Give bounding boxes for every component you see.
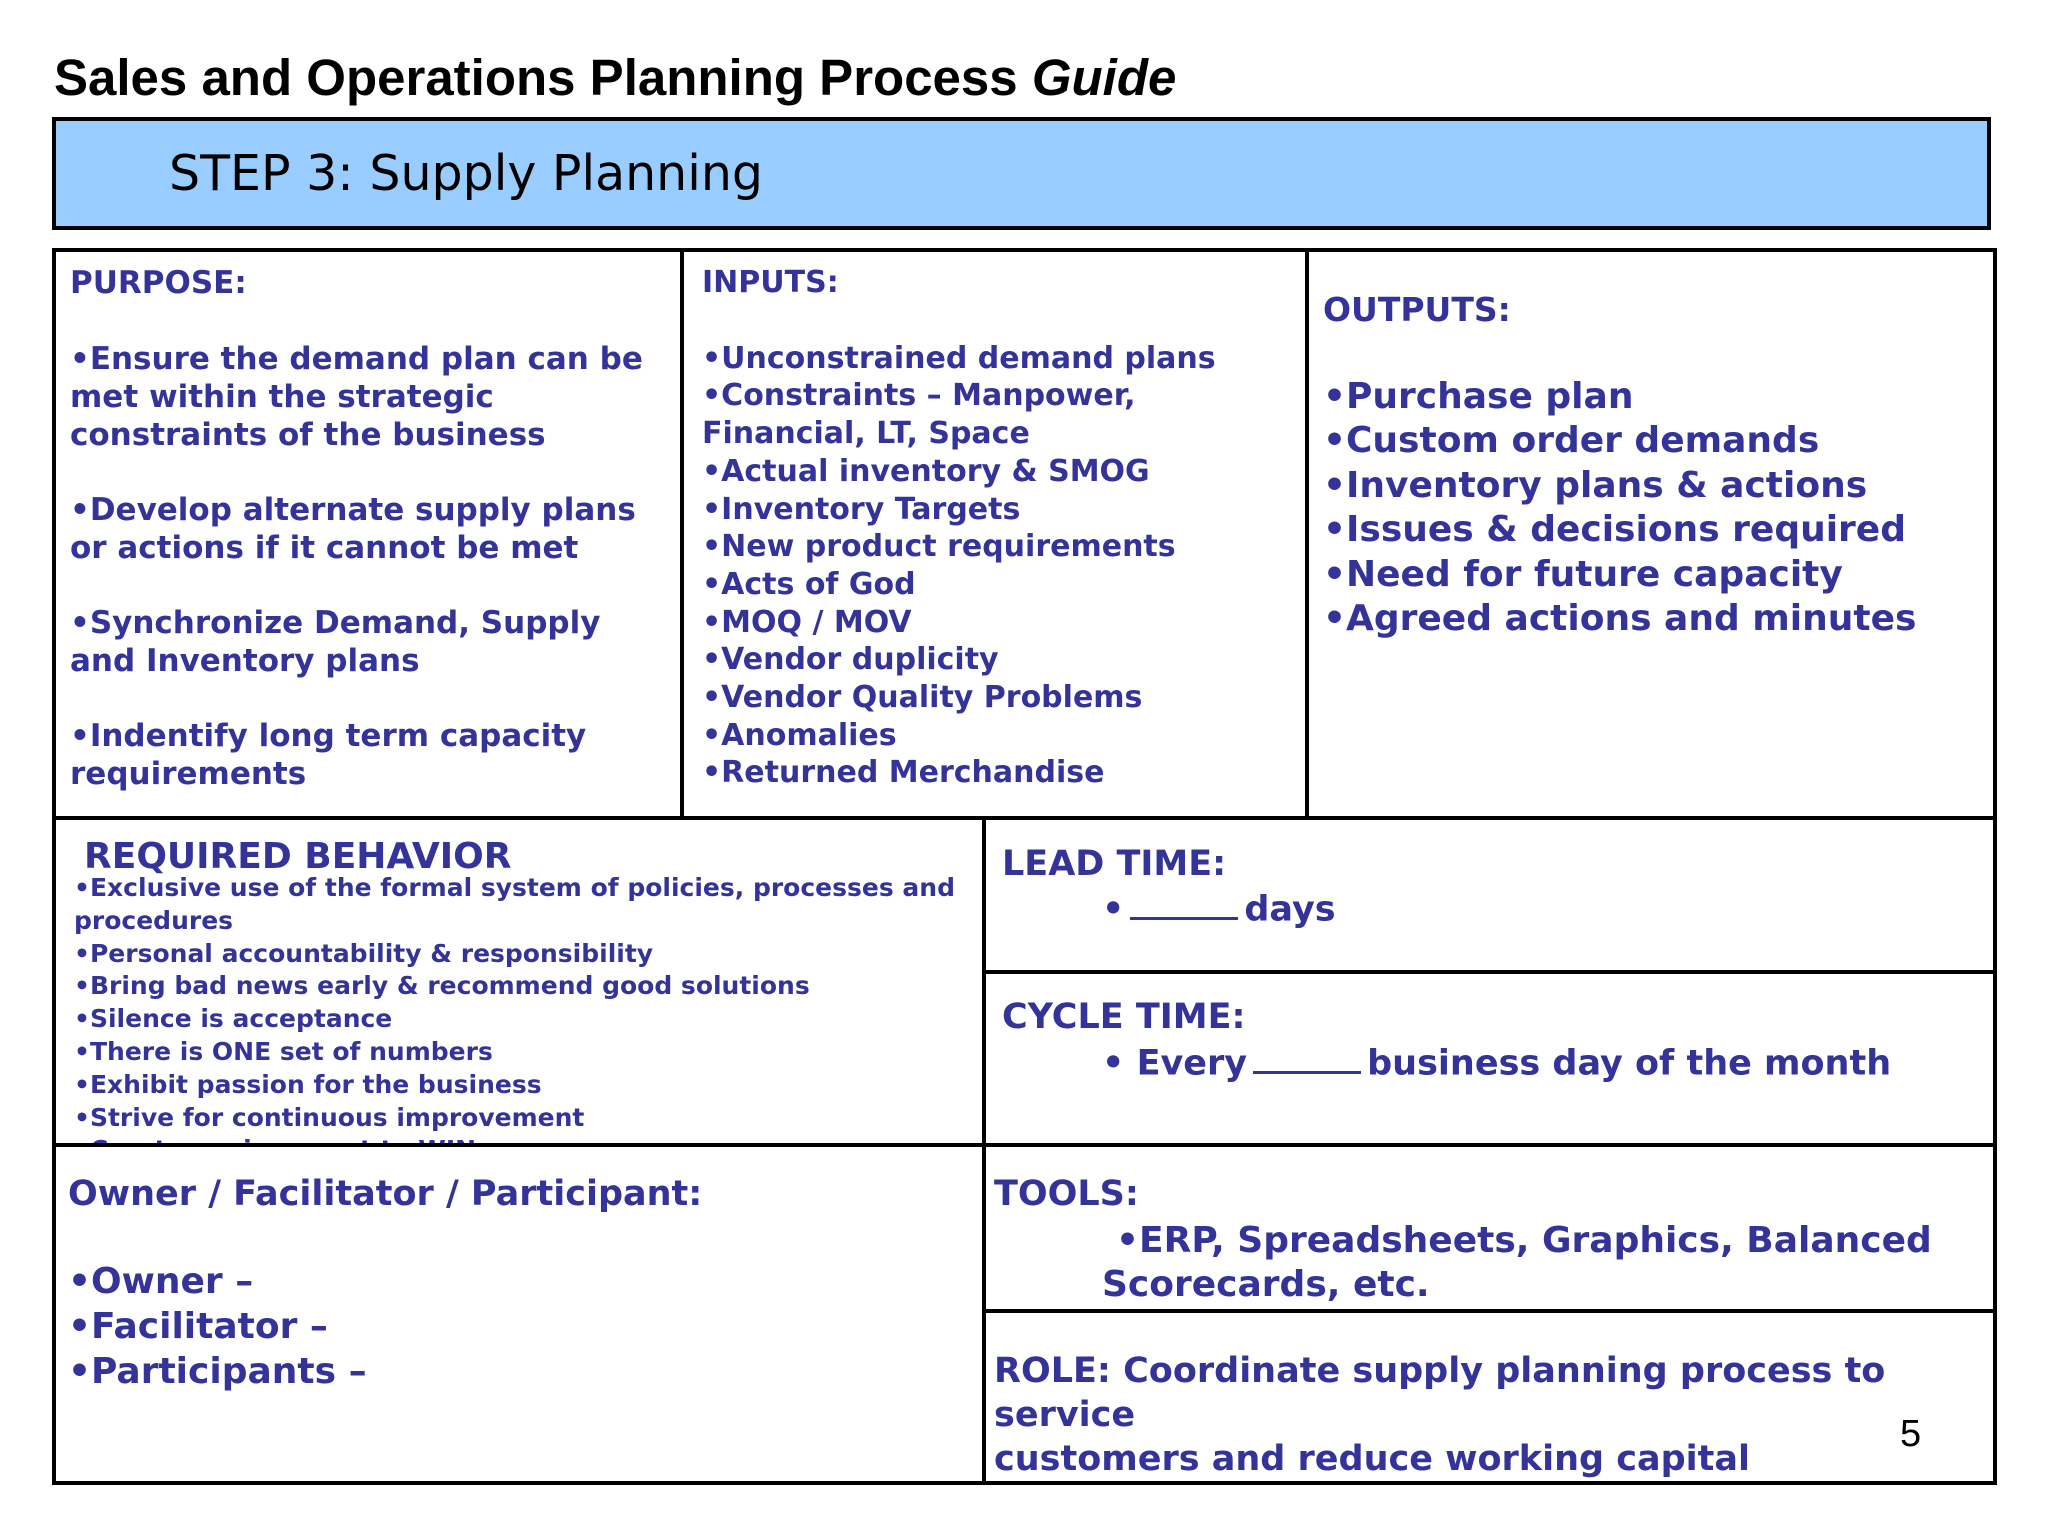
page-number: 5 [1900, 1413, 1922, 1455]
behavior-item: •Exhibit passion for the business [74, 1069, 542, 1099]
outputs-item: •Need for future capacity [1323, 553, 1843, 595]
cycle-time-bullet: • [1102, 1043, 1125, 1084]
step-banner [52, 117, 1991, 230]
purpose-item: •Synchronize Demand, Supply and Inventory plans [70, 605, 601, 679]
inputs-item: •Returned Merchandise [702, 755, 1105, 791]
tools-heading: TOOLS: [994, 1174, 1139, 1214]
lead-time-bullet: • [1102, 889, 1125, 930]
role-line: customers and reduce working capital [994, 1439, 1751, 1479]
outputs-section [1305, 248, 1997, 820]
inputs-item: •New product requirements [702, 529, 1176, 565]
owner-item: •Participants – [68, 1351, 367, 1392]
owner-section [52, 1143, 986, 1485]
inputs-item: •Anomalies [702, 717, 897, 753]
behavior-section [52, 816, 986, 1147]
outputs-item: •Purchase plan [1323, 375, 1634, 417]
inputs-item: •Actual inventory & SMOG [702, 453, 1150, 489]
inputs-heading: INPUTS: [702, 265, 839, 300]
behavior-item: •There is ONE set of numbers [74, 1036, 493, 1066]
tools-line: •ERP, Spreadsheets, Graphics, Balanced [1116, 1220, 1932, 1261]
lead-time-blank [1130, 884, 1238, 920]
outputs-item: •Custom order demands [1323, 420, 1820, 461]
outputs-heading: OUTPUTS: [1323, 290, 1511, 329]
lead-time-unit: days [1244, 889, 1336, 930]
title-emphasis: Guide [1031, 49, 1177, 106]
inputs-item: •Vendor Quality Problems [702, 680, 1143, 716]
owner-item: •Owner – [68, 1261, 254, 1302]
purpose-section [52, 248, 684, 820]
purpose-item: •Ensure the demand plan can be met within the strategic constraints of the business [70, 341, 643, 453]
outputs-item: •Inventory plans & actions [1323, 464, 1868, 506]
owner-item: •Facilitator – [68, 1306, 328, 1347]
inputs-item: •Constraints – Manpower, Financial, LT, Space [702, 378, 1136, 452]
step-title: STEP 3: Supply Planning [169, 145, 764, 202]
purpose-heading: PURPOSE: [70, 265, 247, 301]
lead-time-heading: LEAD TIME: [1002, 844, 1227, 884]
behavior-heading: REQUIRED BEHAVIOR [84, 836, 512, 877]
purpose-item: •Develop alternate supply plans or actions if it cannot be met [70, 492, 636, 566]
page-title [54, 48, 1176, 107]
behavior-item: •Strive for continuous improvement [74, 1102, 585, 1132]
outputs-item: •Agreed actions and minutes [1323, 598, 1917, 639]
lead-time-section [982, 816, 1997, 974]
inputs-item: •MOQ / MOV [702, 604, 912, 640]
role-line: ROLE: Coordinate supply planning process to service [994, 1351, 1886, 1435]
purpose-item: •Indentify long term capacity requirements [70, 718, 587, 792]
inputs-section [680, 248, 1309, 820]
inputs-item: •Vendor duplicity [702, 642, 999, 678]
behavior-item: •Silence is acceptance [74, 1004, 393, 1034]
behavior-item: •Bring bad news early & recommend good solutions [74, 971, 810, 1001]
cycle-time-prefix: Every [1136, 1043, 1248, 1084]
inputs-item: •Inventory Targets [702, 491, 1021, 527]
outputs-item: •Issues & decisions required [1323, 509, 1906, 550]
inputs-item: •Acts of God [702, 566, 916, 602]
role-section [982, 1309, 1997, 1485]
inputs-item: •Unconstrained demand plans [702, 340, 1216, 376]
owner-heading: Owner / Facilitator / Participant: [68, 1174, 703, 1214]
cycle-time-heading: CYCLE TIME: [1002, 997, 1246, 1037]
behavior-item: •Exclusive use of the formal system of policies, processes and procedures [74, 873, 955, 935]
cycle-time-section [982, 970, 1997, 1147]
tools-line: Scorecards, etc. [1102, 1264, 1430, 1305]
behavior-item: •Personal accountability & responsibility [74, 938, 654, 968]
cycle-time-suffix: business day of the month [1367, 1043, 1892, 1084]
tools-section [982, 1143, 1997, 1313]
cycle-time-blank [1253, 1038, 1361, 1074]
title-main: Sales and Operations Planning Process [54, 49, 1018, 106]
